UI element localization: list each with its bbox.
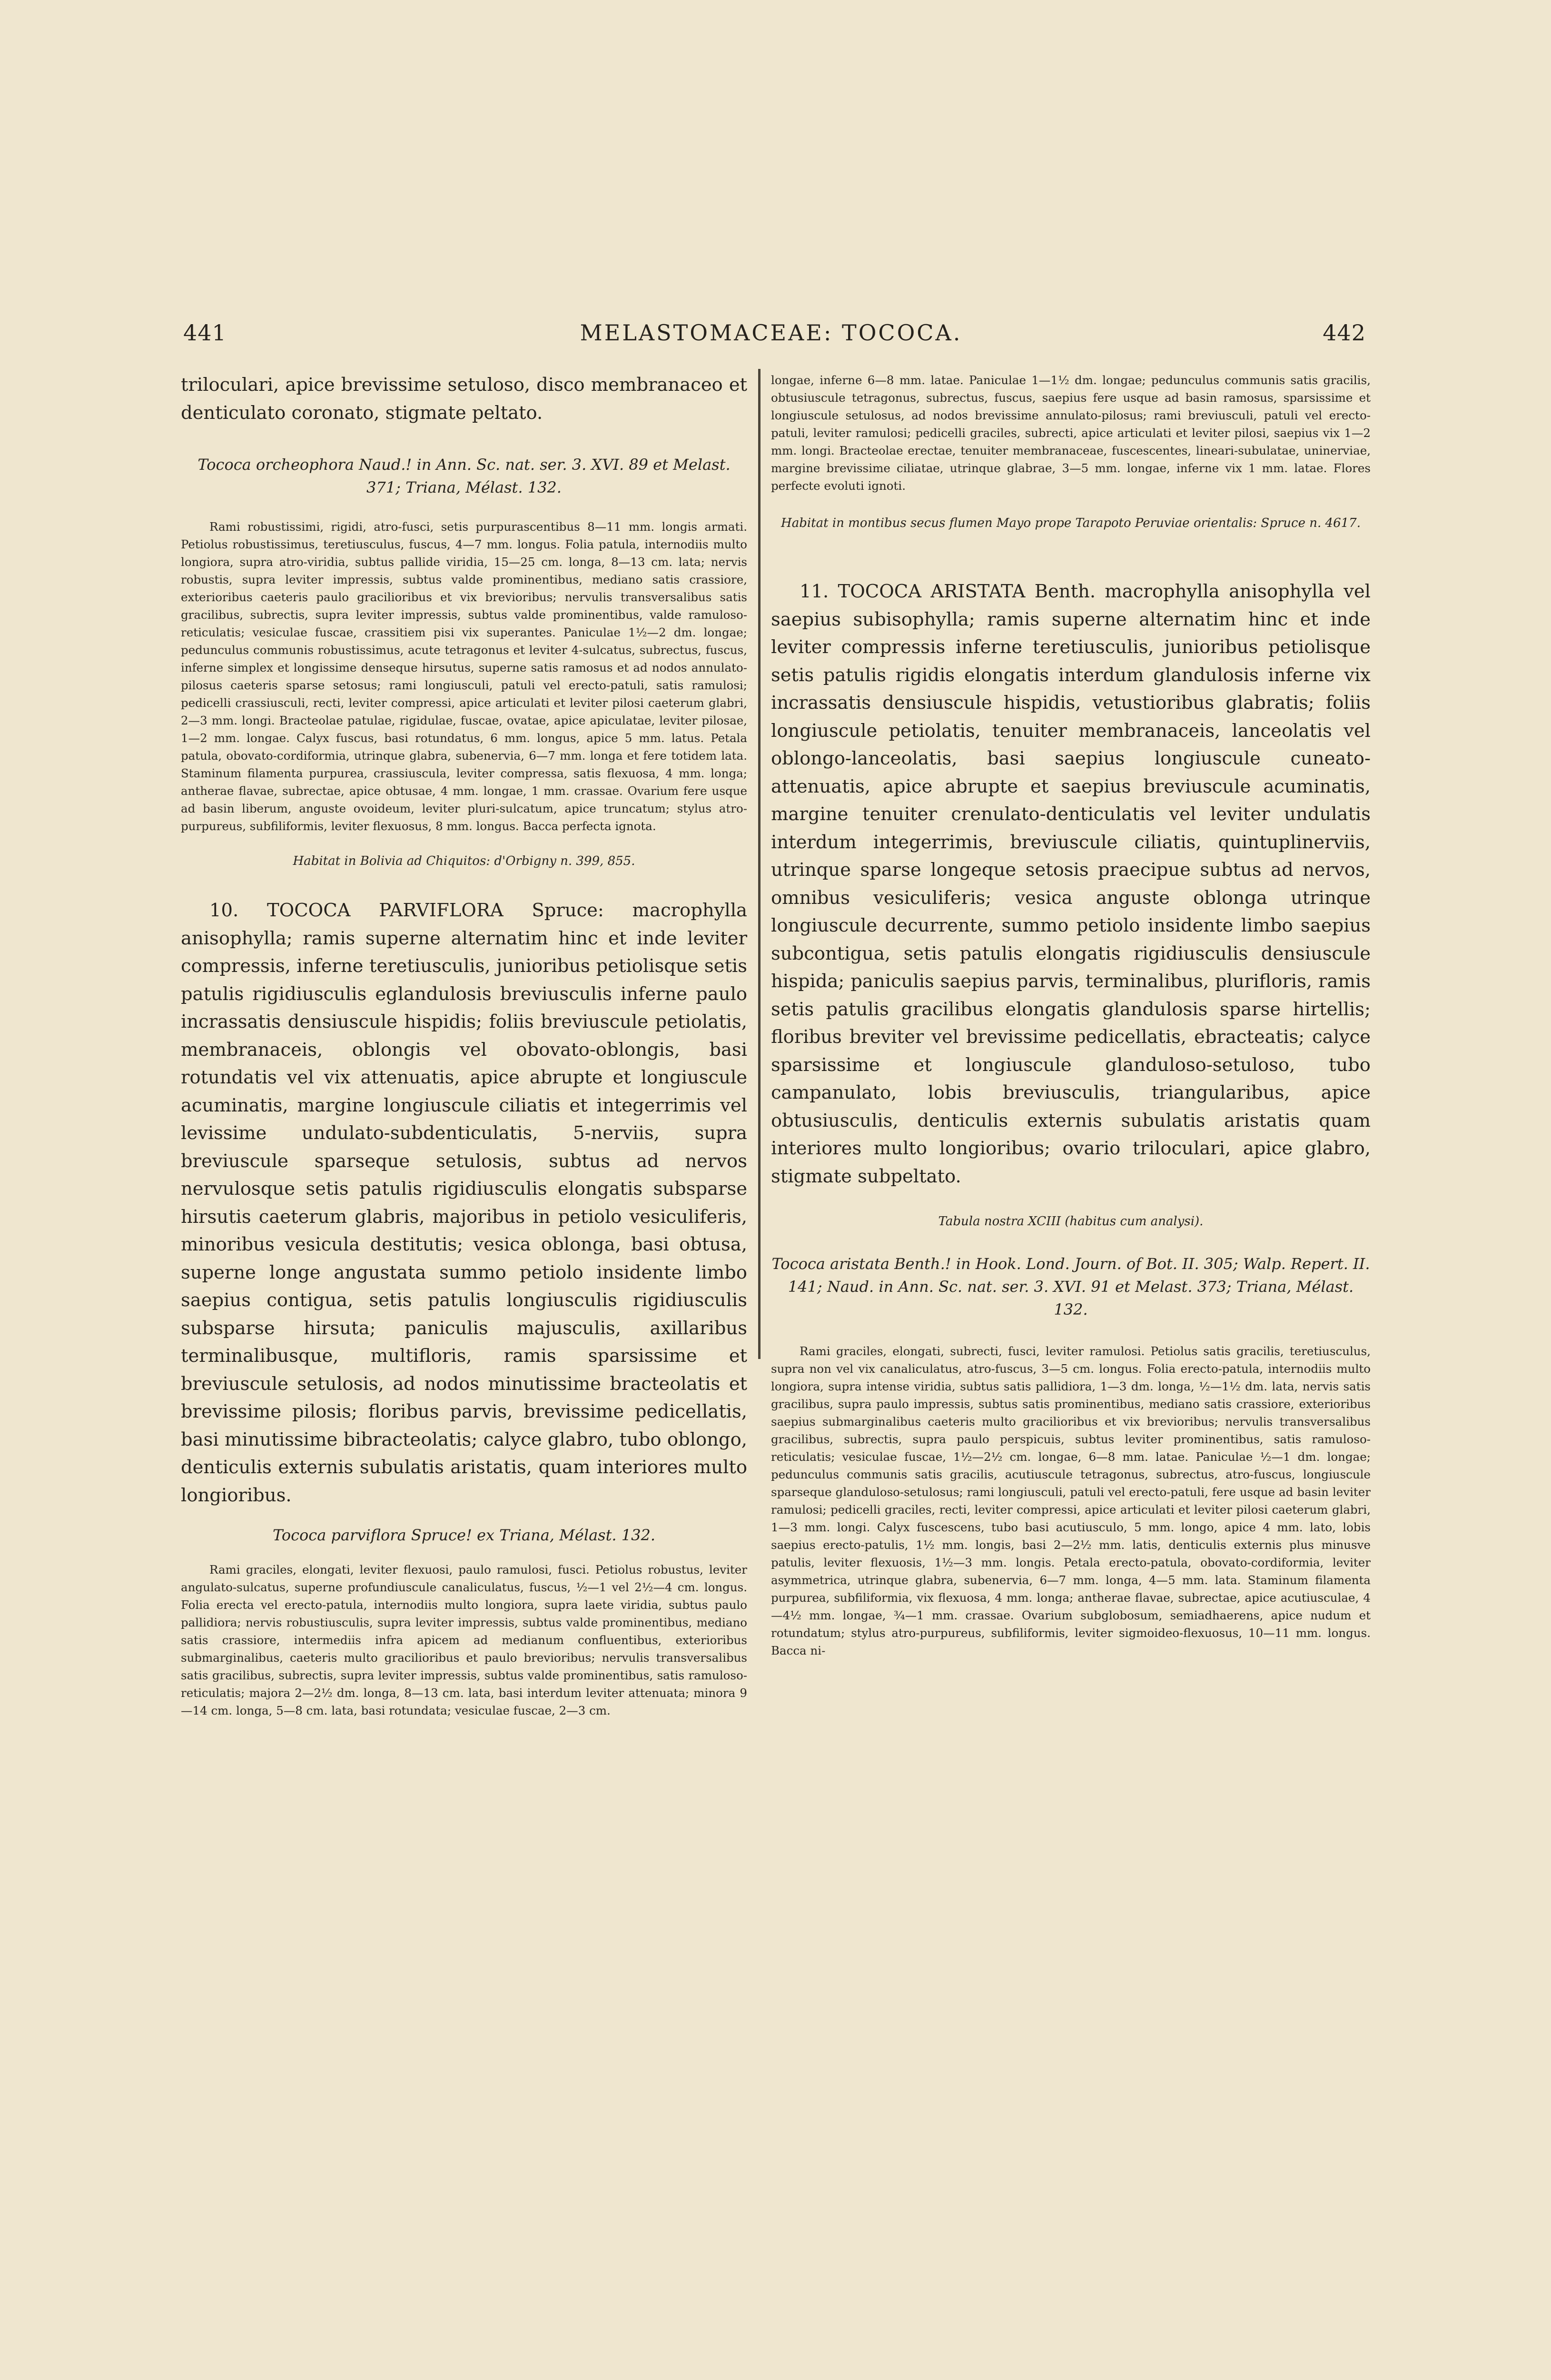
right-column <box>771 371 1371 1659</box>
species-11-diagnosis: 11. TOCOCA ARISTATA Benth. macrophylla anisophylla vel saepius subisophylla; ramis superne alternatim hinc et inde leviter compressis inferne teretiusculis, junioribus petiolisque setis patulis rigidis elongatis interdum glandulosis inferne vix incrassatis densiuscule hispidis, vetustioribus glabratis; foliis longiuscule petiolatis, tenuiter membranaceis, lanceolatis vel oblongo-lanceolatis, basi saepius longiuscule cuneato-attenuatis, apice abrupte et saepius breviuscule acuminatis, margine tenuiter crenulato-denticulatis vel leviter undulatis interdum integerrimis, breviuscule ciliatis, quintuplinerviis, utrinque sparse longeque setosis praecipue subtus ad nervos, omnibus vesiculiferis; vesica anguste oblonga utrinque longiuscule decurrente, summo petiolo insidente limbo saepius subcontigua, setis patulis elongatis rigidiusculis densiuscule hispida; paniculis saepius parvis, terminalibus, plurifloris, ramis setis patulis gracilibus elongatis glandulosis sparse hirtellis; floribus breviter vel brevissime pedicellatis, ebracteatis; calyce sparsissime et longiuscule glanduloso-setuloso, tubo campanulato, lobis breviusculis, triangularibus, apice obtusiusculis, denticulis externis subulatis aristatis quam interiores multo longioribus; ovario triloculari, apice glabro, stigmate subpeltato. <box>771 581 1371 1187</box>
description-aristata: Rami graciles, elongati, subrecti, fusci, leviter ramulosi. Petiolus satis gracilis, teretiusculus, supra non vel vix canaliculatus, atro-fuscus, 3—5 cm. longus. Folia erecto-patula, internodiis multo longiora, supra intense viridia, subtus satis pallidiora, 1—3 dm. longa, ½—1½ dm. lata, nervis satis gracilibus, supra paulo impressis, subtus satis prominentibus, mediano satis crassiore, exterioribus saepius submarginalibus caeteris multo gracilioribus et vix brevioribus; nervulis transversalibus gracilibus, subrectis, supra paulo perspicuis, subtus leviter prominentibus, satis ramuloso-reticulatis; vesiculae fuscae, 1½—2½ cm. longae, 6—8 mm. latae. Paniculae ½—1 dm. longae; pedunculus communis satis gracilis, acutiuscule tetragonus, subrectus, atro-fuscus, longiuscule sparseque glanduloso-setulosus; rami longiusculi, patuli vel erecto-patuli, fere usque ad basin leviter ramulosi; pedicelli graciles, recti, leviter compressi, apice articulati et leviter pilosi caeterum glabri, 1—3 mm. longi. Calyx fuscescens, tubo basi acutiusculo, 5 mm. longo, apice 4 mm. lato, lobis saepius erecto-patulis, 1½ mm. longis, basi 2—2½ mm. latis, denticulis externis plus minusve patulis, leviter flexuosis, 1½—3 mm. longis. Petala erecto-patula, obovato-cordiformia, leviter asymmetrica, utrinque glabra, subenervia, 6—7 mm. longa, 4—5 mm. lata. Staminum filamenta purpurea, subfiliformia, vix flexuosa, 4 mm. longa; antherae flavae, subrectae, apice acutiusculae, 4—4½ mm. longae, ¾—1 mm. crassae. Ovarium subglobosum, semiadhaerens, apice nudum et rotundatum; stylus atro-purpureus, subfiliformis, leviter sigmoideo-flexuosus, 10—11 mm. longus. Bacca ni- <box>771 1344 1371 1657</box>
citation-parviflora: Tococa parviflora Spruce! ex Triana, Mélast. 132. <box>272 1526 656 1544</box>
citation-aristata: Tococa aristata Benth.! in Hook. Lond. Journ. of Bot. II. 305; Walp. Repert. II. 141; Naud. in Ann. Sc. nat. ser. 3. XVI. 91 et Melast. 373; Triana, Mélast. 132. <box>771 1255 1370 1319</box>
description-parviflora: Rami graciles, elongati, leviter flexuosi, paulo ramulosi, fusci. Petiolus robustus, leviter angulato-sulcatus, superne profundiuscule canaliculatus, fuscus, ½—1 vel 2½—4 cm. longus. Folia erecta vel erecto-patula, internodiis multo longiora, supra laete viridia, subtus paulo pallidiora; nervis robustiusculis, supra leviter impressis, subtus valde prominentibus, mediano satis crassiore, intermediis infra apicem ad medianum confluentibus, exterioribus submarginalibus, caeteris multo gracilioribus et paulo brevioribus; nervulis transversalibus satis gracilibus, subrectis, supra leviter impressis, subtus valde prominentibus, satis ramuloso-reticulatis; majora 2—2½ dm. longa, 8—13 cm. lata, basi interdum leviter attenuata; minora 9—14 cm. longa, 5—8 cm. lata, basi rotundata; vesiculae fuscae, 2—3 cm. <box>181 1563 747 1717</box>
left-column <box>181 371 747 1719</box>
page-number-right: 442 <box>1323 320 1366 346</box>
species-10-diagnosis: 10. TOCOCA PARVIFLORA Spruce: macrophylla anisophylla; ramis superne alternatim hinc et inde leviter compressis, inferne teretiusculis, junioribus petiolisque setis patulis rigidiusculis eglandulosis breviusculis inferne paulo incrassatis densiuscule hispidis; foliis breviuscule petiolatis, membranaceis, oblongis vel obovato-oblongis, basi rotundatis vel vix attenuatis, apice abrupte et longiuscule acuminatis, margine longiuscule ciliatis et integerrimis vel levissime undulato-subdenticulatis, 5-nerviis, supra breviuscule sparseque setulosis, subtus ad nervos nervulosque setis patulis rigidiusculis elongatis subsparse hirsutis caeterum glabris, majoribus in petiolo vesiculiferis, minoribus vesicula destitutis; vesica oblonga, basi obtusa, superne longe angustata summo petiolo insidente limbo saepius contigua, setis patulis longiusculis rigidiusculis subsparse hirsuta; paniculis majusculis, axillaribus terminalibusque, multifloris, ramis sparsissime et breviuscule setulosis, ad nodos minutissime bracteolatis et brevissime pilosis; floribus parvis, brevissime pedicellatis, basi minutissime bibracteolatis; calyce glabro, tubo oblongo, denticulis externis subulatis aristatis, quam interiores multo longioribus. <box>181 900 747 1506</box>
description-orcheophora: Rami robustissimi, rigidi, atro-fusci, setis purpurascentibus 8—11 mm. longis armati. Petiolus robustissimus, teretiusculus, fuscus, 4—7 mm. longus. Folia patula, internodiis multo longiora, supra atro-viridia, subtus pallide viridia, 15—25 cm. longa, 8—13 cm. lata; nervis robustis, supra leviter impressis, subtus valde prominentibus, mediano satis crassiore, exterioribus caeteris paulo gracilioribus et vix brevioribus; nervulis transversalibus satis gracilibus, subrectis, supra leviter impressis, subtus valde prominentibus, valde ramuloso-reticulatis; vesiculae fuscae, crassitiem pisi vix superantes. Paniculae 1½—2 dm. longae; pedunculus communis robustissimus, acute tetragonus et leviter 4-sulcatus, subrectus, fuscus, inferne simplex et longissime denseque hirsutus, superne satis ramosus et ad nodos annulato-pilosus caeteris sparse setosus; rami longiusculi, patuli vel erecto-patuli, satis ramulosi; pedicelli crassiusculi, recti, leviter compressi, apice articulati et leviter pilosi caeterum glabri, 2—3 mm. longi. Bracteolae patulae, rigidulae, fuscae, ovatae, apice apiculatae, leviter pilosae, 1—2 mm. longae. Calyx fuscus, basi rotundatus, 6 mm. longus, apice 5 mm. latus. Petala patula, obovato-cordiformia, utrinque glabra, subenervia, 6—7 mm. longa et fere totidem lata. Staminum filamenta purpurea, crassiuscula, leviter compressa, satis flexuosa, 4 mm. longa; antherae flavae, subrectae, apice obtusae, 4 mm. longae, 1 mm. crassae. Ovarium fere usque ad basin liberum, anguste ovoideum, leviter pluri-sulcatum, apice truncatum; stylus atro-purpureus, subfiliformis, leviter flexuosus, 8 mm. longus. Bacca perfecta ignota. <box>181 520 747 833</box>
plate-reference: Tabula nostra XCIII (habitus cum analysi). <box>938 1214 1204 1229</box>
intro-continuation: triloculari, apice brevissime setuloso, disco membranaceo et denticulato coronato, stigmate peltato. <box>181 374 747 424</box>
running-header <box>171 320 1371 358</box>
habitat-orcheophora: Habitat in Bolivia ad Chiquitos: d'Orbigny n. 399, 855. <box>293 854 635 868</box>
description-parviflora-continued: longae, inferne 6—8 mm. latae. Paniculae 1—1½ dm. longae; pedunculus communis satis gracilis, obtusiuscule tetragonus, subrectus, fuscus, saepius fere usque ad basin ramosus, sparsissime et longiuscule setulosus, ad nodos brevissime annulato-pilosus; rami breviusculi, patuli vel erecto-patuli, leviter ramulosi; pedicelli graciles, subrecti, apice articulati et leviter pilosi, saepius vix 1—2 mm. longi. Bracteolae erectae, tenuiter membranaceae, fuscescentes, lineari-subulatae, uninerviae, margine brevissime ciliatae, utrinque glabrae, 3—5 mm. longae, inferne vix 1 mm. latae. Flores perfecte evoluti ignoti. <box>771 373 1371 493</box>
page-number-left: 441 <box>183 320 227 346</box>
habitat-parviflora: Habitat in montibus secus flumen Mayo prope Tarapoto Peruviae orientalis: Spruce n. 4617. <box>781 516 1361 530</box>
citation-orcheophora: Tococa orcheophora Naud.! in Ann. Sc. nat. ser. 3. XVI. 89 et Melast. 371; Triana, Mélast. 132. <box>198 456 731 496</box>
column-divider <box>758 369 761 1359</box>
running-title: MELASTOMACEAE: TOCOCA. <box>580 320 962 346</box>
